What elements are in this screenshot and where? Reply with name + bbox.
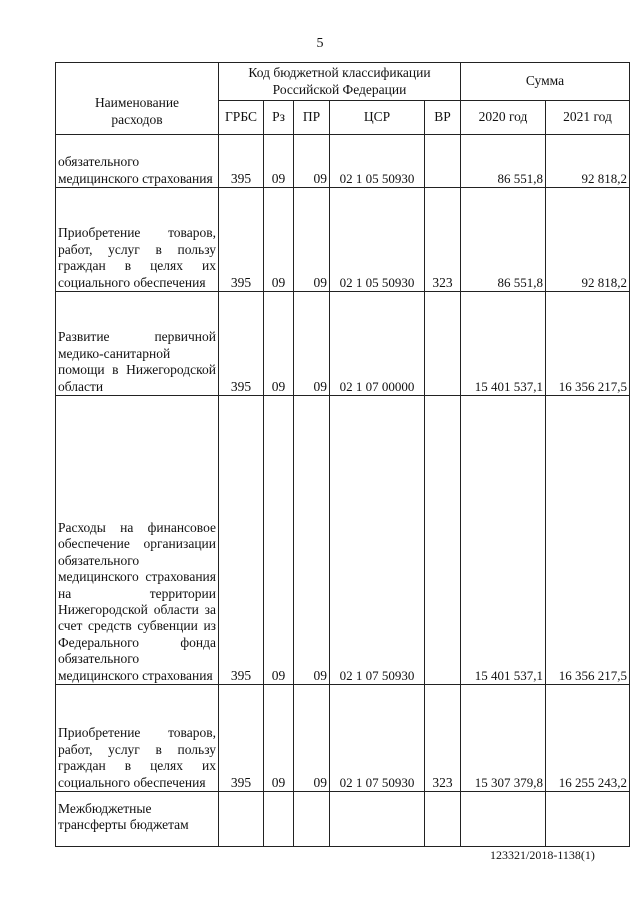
row-amount-2020: 15 401 537,1 <box>461 396 546 685</box>
header-name: Наименование расходов <box>56 63 219 135</box>
row-csr <box>330 792 425 847</box>
row-amount-2020: 86 551,8 <box>461 135 546 188</box>
row-vr <box>425 292 461 396</box>
row-amount-2020 <box>461 792 546 847</box>
row-vr: 323 <box>425 685 461 792</box>
document-number: 123321/2018-1138(1) <box>490 848 595 862</box>
row-amount-2020: 15 401 537,1 <box>461 292 546 396</box>
row-pr <box>294 792 330 847</box>
row-amount-2020: 86 551,8 <box>461 188 546 292</box>
row-csr: 02 1 05 50930 <box>330 188 425 292</box>
row-grbs: 395 <box>219 685 264 792</box>
header-2020: 2020 год <box>461 101 546 135</box>
budget-table <box>55 62 630 847</box>
row-rz: 09 <box>264 135 294 188</box>
table-row <box>56 135 630 188</box>
row-csr: 02 1 07 50930 <box>330 685 425 792</box>
table-row <box>56 685 630 792</box>
table-row <box>56 792 630 847</box>
row-grbs <box>219 792 264 847</box>
row-name: Развитие первичной медико-санитарной помощи в Нижегородской области <box>56 292 219 396</box>
row-amount-2021: 16 255 243,2 <box>546 685 630 792</box>
row-csr: 02 1 07 00000 <box>330 292 425 396</box>
row-name: обязательного медицинского страхования <box>56 135 219 188</box>
header-rz: Рз <box>264 101 294 135</box>
row-grbs: 395 <box>219 188 264 292</box>
row-grbs: 395 <box>219 135 264 188</box>
row-csr: 02 1 07 50930 <box>330 396 425 685</box>
row-rz <box>264 792 294 847</box>
row-amount-2020: 15 307 379,8 <box>461 685 546 792</box>
header-code-group: Код бюджетной классификации Российской Федерации <box>219 63 461 101</box>
table-row <box>56 292 630 396</box>
row-name: Приобретение товаров, работ, услуг в пользу граждан в целях их социального обеспечения <box>56 188 219 292</box>
row-grbs: 395 <box>219 396 264 685</box>
row-rz: 09 <box>264 396 294 685</box>
header-csr: ЦСР <box>330 101 425 135</box>
row-grbs: 395 <box>219 292 264 396</box>
row-vr: 323 <box>425 188 461 292</box>
row-amount-2021: 16 356 217,5 <box>546 292 630 396</box>
row-rz: 09 <box>264 188 294 292</box>
table-row <box>56 188 630 292</box>
row-pr: 09 <box>294 396 330 685</box>
row-vr <box>425 792 461 847</box>
page-number: 5 <box>316 36 324 51</box>
row-amount-2021: 16 356 217,5 <box>546 396 630 685</box>
header-vr: ВР <box>425 101 461 135</box>
row-pr: 09 <box>294 292 330 396</box>
row-pr: 09 <box>294 685 330 792</box>
header-sum-group: Сумма <box>461 63 630 101</box>
row-pr: 09 <box>294 188 330 292</box>
header-2021: 2021 год <box>546 101 630 135</box>
row-vr <box>425 396 461 685</box>
header-pr: ПР <box>294 101 330 135</box>
row-amount-2021: 92 818,2 <box>546 188 630 292</box>
table-row <box>56 396 630 685</box>
row-vr <box>425 135 461 188</box>
row-name: Межбюджетные трансферты бюджетам <box>56 792 219 847</box>
row-amount-2021: 92 818,2 <box>546 135 630 188</box>
row-name: Расходы на финансовое обеспечение организации обязательного медицинского страхования на территории Нижегородской области за счет средств субвенции из Федерального фонда обязательного медицинского страхования <box>56 396 219 685</box>
row-rz: 09 <box>264 292 294 396</box>
row-pr: 09 <box>294 135 330 188</box>
row-amount-2021 <box>546 792 630 847</box>
header-grbs: ГРБС <box>219 101 264 135</box>
row-csr: 02 1 05 50930 <box>330 135 425 188</box>
row-name: Приобретение товаров, работ, услуг в пользу граждан в целях их социального обеспечения <box>56 685 219 792</box>
row-rz: 09 <box>264 685 294 792</box>
